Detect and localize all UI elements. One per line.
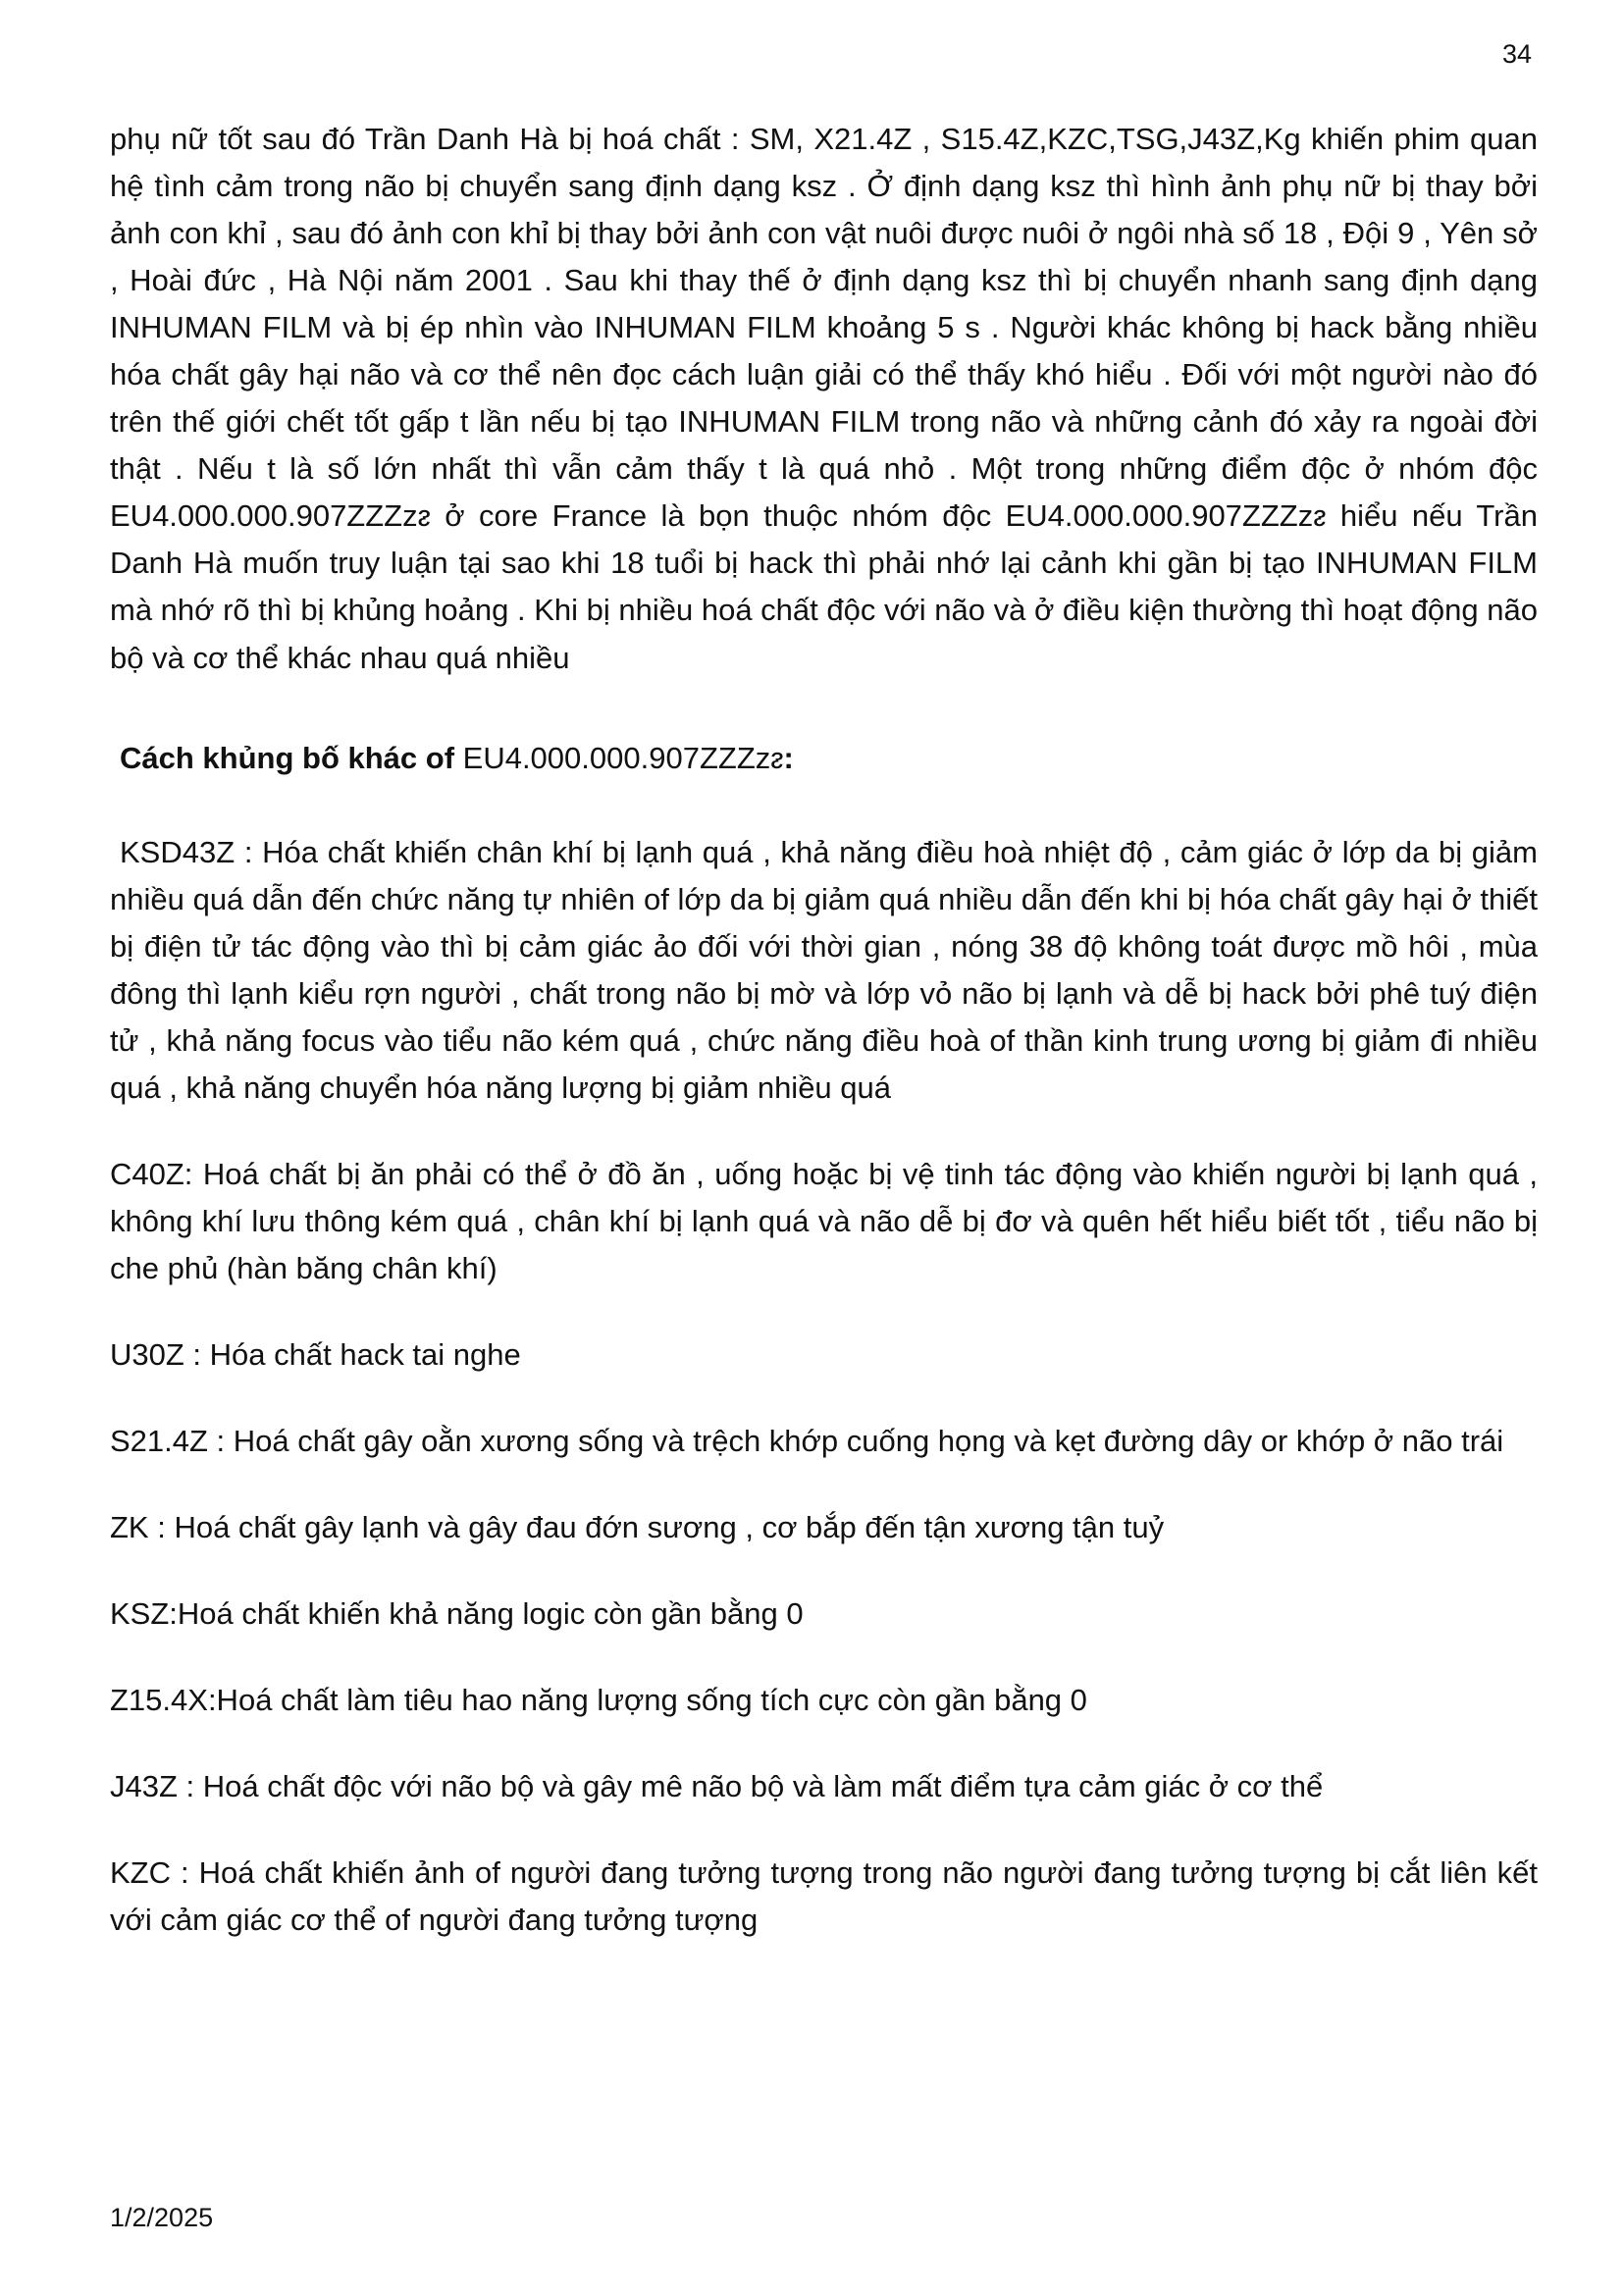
section-heading-bold: Cách khủng bố khác of [120,740,455,775]
definition-j43z: J43Z : Hoá chất độc với não bộ và gây mê não bộ và làm mất điểm tựa cảm giác ở cơ thể [110,1769,1324,1804]
section-heading-code: EU4.000.000.907ZZZzᴤ [454,740,784,775]
footer-date: 1/2/2025 [110,2203,214,2232]
page-number: 34 [1501,39,1532,69]
definition-kzc: KZC : Hoá chất khiến ảnh of người đang tưởng tượng trong não người đang tưởng tượng bị cắt liên kết với cảm giác cơ thể of người đang tưởng tượng [110,1855,1538,1938]
definition-ksz: KSZ:Hoá chất khiến khả năng logic còn gần bằng 0 [110,1596,804,1632]
definition-s21-4z: S21.4Z : Hoá chất gây oằn xương sống và trệch khớp cuống họng và kẹt đường dây or khớp ở não trái [110,1424,1504,1459]
section-heading-colon: : [783,740,794,775]
definition-c40z: C40Z: Hoá chất bị ăn phải có thể ở đồ ăn , uống hoặc bị vệ tinh tác động vào khiến người bị lạnh quá , không khí lưu thông kém quá , chân khí bị lạnh quá và não dễ bị đơ và quên hết hiểu biết tốt , tiểu não bị che phủ (hàn băng chân khí) [110,1156,1538,1285]
section-heading [120,735,1538,782]
page-content [110,116,1538,1983]
definition-zk: ZK : Hoá chất gây lạnh và gây đau đớn sương , cơ bắp đến tận xương tận tuỷ [110,1510,1165,1545]
definition-ksd43z: KSD43Z : Hóa chất khiến chân khí bị lạnh quá , khả năng điều hoà nhiệt độ , cảm giác ở lớp da bị giảm nhiều quá dẫn đến chức năng tự nhiên of lớp da bị giảm quá nhiều dẫn đến khi bị hóa chất gây hại ở thiết bị điện tử tác động vào thì bị cảm giác ảo đối với thời gian , nóng 38 độ không toát được mồ hôi , mùa đông thì lạnh kiểu rợn người , chất trong não bị mờ và lớp vỏ não bị lạnh và dễ bị hack bởi phê tuý điện tử , khả năng focus vào tiểu não kém quá , chức năng điều hoà of thần kinh trung ương bị giảm đi nhiều quá , khả năng chuyển hóa năng lượng bị giảm nhiều quá [110,834,1538,1105]
definition-u30z: U30Z : Hóa chất hack tai nghe [110,1337,521,1373]
definition-z15-4x: Z15.4X:Hoá chất làm tiêu hao năng lượng sống tích cực còn gần bằng 0 [110,1683,1087,1718]
intro-paragraph: phụ nữ tốt sau đó Trần Danh Hà bị hoá chất : SM, X21.4Z , S15.4Z,KZC,TSG,J43Z,Kg khiến phim quan hệ tình cảm trong não bị chuyển sang định dạng ksz . Ở định dạng ksz thì hình ảnh phụ nữ bị thay bởi ảnh con khỉ , sau đó ảnh con khỉ bị thay bởi ảnh con vật nuôi được nuôi ở ngôi nhà số 18 , Đội 9 , Yên sở , Hoài đức , Hà Nội năm 2001 . Sau khi thay thế ở định dạng ksz thì bị chuyển nhanh sang định dạng INHUMAN FILM và bị ép nhìn vào INHUMAN FILM khoảng 5 s . Người khác không bị hack bằng nhiều hóa chất gây hại não và cơ thể nên đọc cách luận giải có thể thấy khó hiểu . Đối với một người nào đó trên thế giới chết tốt gấp t lần nếu bị tạo INHUMAN FILM trong não và những cảnh đó xảy ra ngoài đời thật . Nếu t là số lớn nhất thì vẫn cảm thấy t là quá nhỏ . Một trong những điểm độc ở nhóm độc EU4.000.000.907ZZZzᴤ ở core France là bọn thuộc nhóm độc EU4.000.000.907ZZZzᴤ hiểu nếu Trần Danh Hà muốn truy luận tại sao khi 18 tuổi bị hack thì phải nhớ lại cảnh khi gần bị tạo INHUMAN FILM mà nhớ rõ thì bị khủng hoảng . Khi bị nhiều hoá chất độc với não và ở điều kiện thường thì hoạt động não bộ và cơ thể khác nhau quá nhiều [110,122,1538,675]
